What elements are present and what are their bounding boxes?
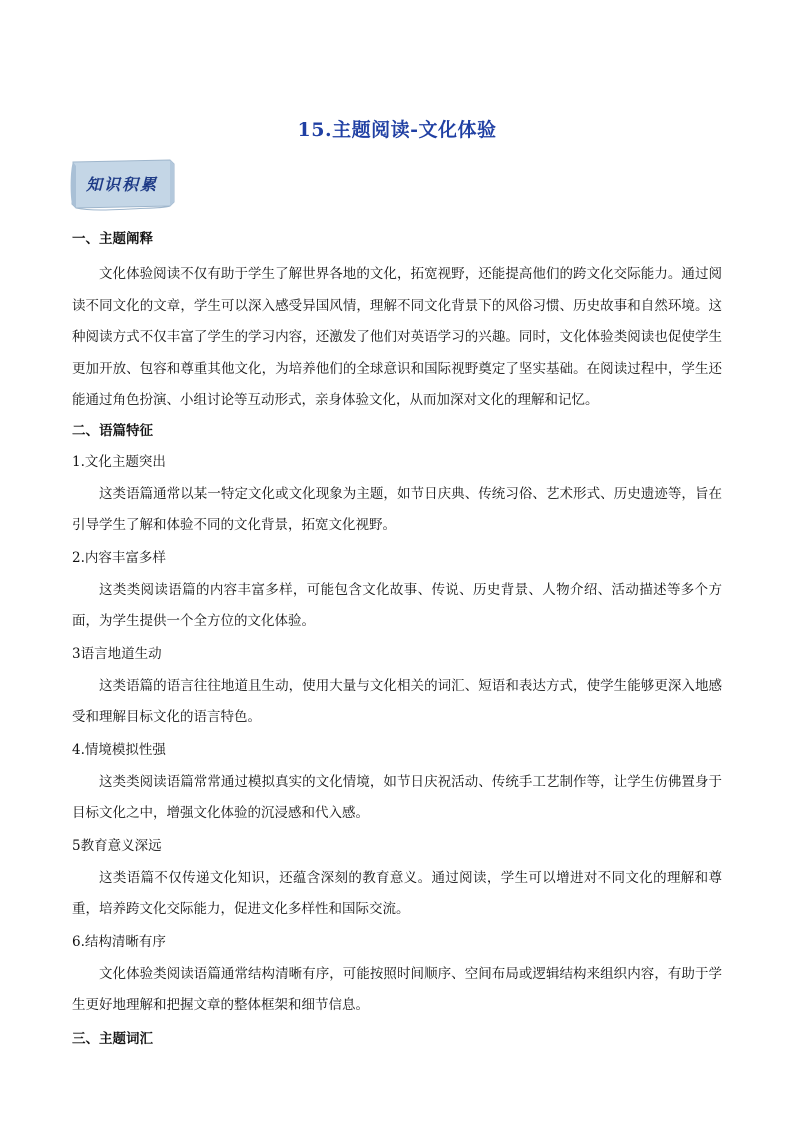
feature-title-2: 2.内容丰富多样	[72, 549, 166, 566]
section-heading-vocabulary: 三、主题词汇	[72, 1030, 153, 1047]
feature-text-5: 这类语篇不仅传递文化知识，还蕴含深刻的教育意义。通过阅读，学生可以增进对不同文化的理解和尊重，培养跨文化交际能力，促进文化多样性和国际交流。	[72, 869, 722, 917]
feature-title-4: 4.情境模拟性强	[72, 741, 166, 758]
page-title: 15.主题阅读-文化体验	[297, 119, 497, 141]
document-body	[72, 228, 722, 1059]
feature-text-1: 这类语篇通常以某一特定文化或文化现象为主题，如节日庆典、传统习俗、艺术形式、历史遗迹等，旨在引导学生了解和体验不同的文化背景，拓宽文化视野。	[72, 485, 722, 533]
section-heading-theme: 一、主题阐释	[72, 231, 153, 247]
feature-title-6: 6.结构清晰有序	[72, 933, 166, 950]
feature-title-3: 3语言地道生动	[72, 645, 162, 662]
feature-title-1: 1.文化主题突出	[72, 453, 166, 470]
feature-text-2: 这类类阅读语篇的内容丰富多样，可能包含文化故事、传说、历史背景、人物介绍、活动描述等多个方面，为学生提供一个全方位的文化体验。	[72, 581, 722, 629]
feature-text-3: 这类语篇的语言往往地道且生动，使用大量与文化相关的词汇、短语和表达方式，使学生能够更深入地感受和理解目标文化的语言特色。	[72, 677, 722, 725]
feature-title-5: 5教育意义深远	[72, 837, 162, 854]
feature-text-4: 这类类阅读语篇常常通过模拟真实的文化情境，如节日庆祝活动、传统手工艺制作等，让学生仿佛置身于目标文化之中，增强文化体验的沉浸感和代入感。	[72, 773, 722, 821]
banner-label: 知识积累	[85, 175, 158, 194]
section-heading-features: 二、语篇特征	[72, 422, 153, 439]
feature-text-6: 文化体验类阅读语篇通常结构清晰有序，可能按照时间顺序、空间布局或逻辑结构来组织内容，有助于学生更好地理解和把握文章的整体框架和细节信息。	[72, 965, 722, 1013]
theme-paragraph: 文化体验阅读不仅有助于学生了解世界各地的文化，拓宽视野，还能提高他们的跨文化交际能力。通过阅读不同文化的文章，学生可以深入感受异国风情，理解不同文化背景下的风俗习惯、历史故事和自然环境。这种阅读方式不仅丰富了学生的学习内容，还激发了他们对英语学习的兴趣。同时，文化体验类阅读也促使学生更加开放、包容和尊重其他文化，为培养他们的全球意识和国际视野奠定了坚实基础。在阅读过程中，学生还能通过角色扮演、小组讨论等互动形式，亲身体验文化，从而加深对文化的理解和记忆。	[72, 266, 722, 408]
section-banner	[70, 158, 178, 212]
